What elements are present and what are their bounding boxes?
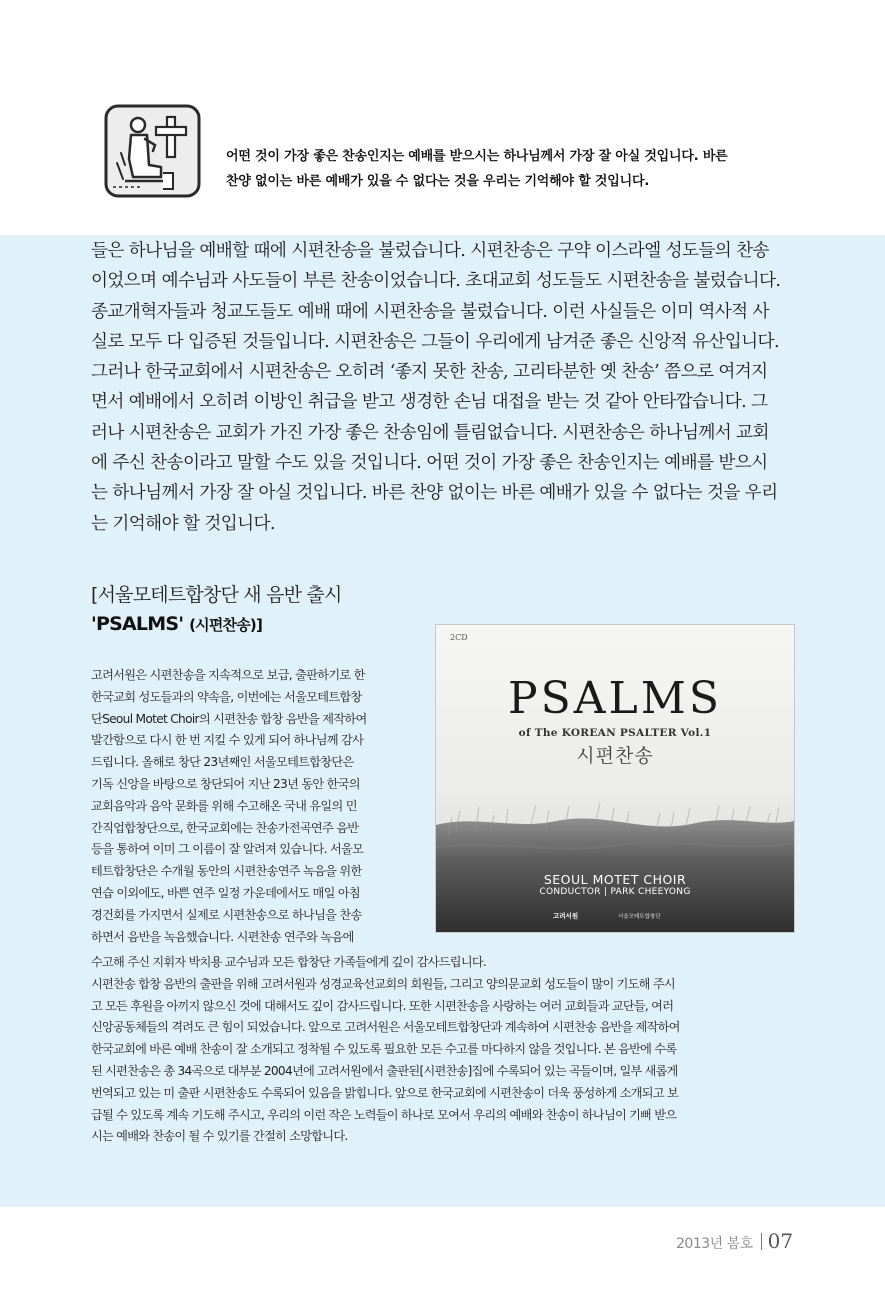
body-line: 한국교회에 바른 예배 찬송이 잘 소개되고 정착될 수 있도록 필요한 모든 수고를 마다하지 않을 것입니다. 본 음반에 수록: [91, 1042, 677, 1057]
page-number: 07: [767, 1229, 794, 1253]
album-subtitle: of The KOREAN PSALTER Vol.1: [518, 727, 712, 739]
body-line: 시는 예배와 찬송이 될 수 있기를 간절히 소망합니다.: [91, 1129, 348, 1144]
section-subtitle: [91, 609, 342, 640]
pull-quote-line: 찬양 없이는 바른 예배가 있을 수 없다는 것을 우리는 기억해야 할 것입니다.: [226, 174, 650, 189]
album-title: PSALMS: [508, 673, 722, 724]
page-footer: [676, 1229, 793, 1253]
body-line: 고려서원은 시편찬송을 지속적으로 보급, 출판하기로 한: [91, 668, 365, 682]
body-line: 등을 통하여 이미 그 이름이 잘 알려져 있습니다. 서울모: [91, 842, 364, 857]
issue-season: 2013년 봄호: [676, 1236, 753, 1252]
pull-quote: [226, 144, 806, 194]
album-conductor: CONDUCTOR | PARK CHEEYONG: [539, 887, 691, 897]
body-line: 시편찬송 합창 음반의 출판을 위해 고려서원과 성경교육선교회의 회원들, 그리고 양의문교회 성도들이 많이 기도해 주시: [91, 976, 675, 991]
section-heading: [91, 582, 342, 640]
article-body-full: [91, 952, 799, 1148]
album-korean-title: 시편찬송: [576, 745, 654, 767]
top-header-area: [0, 0, 885, 235]
body-line: 발간함으로 다시 한 번 지킬 수 있게 되어 하나님께 감사: [91, 733, 364, 748]
body-line: 단Seoul Motet Choir의 시편찬송 합창 음반을 제작하여: [91, 711, 367, 726]
body-line: 드립니다. 올해로 창단 23년째인 서울모테트합창단은: [91, 755, 354, 770]
paragraph-line: 그러나 한국교회에서 시편찬송은 오히려 ‘좋지 못한 찬송, 고리타분한 옛 찬송’ 쯤으로 여겨지: [91, 362, 768, 383]
body-line: 고 모든 후원을 아끼지 않으신 것에 대해서도 깊이 감사드립니다. 또한 시편찬송을 사랑하는 여러 교회들과 교단들, 여러: [91, 998, 674, 1013]
section-title: [서울모테트합창단 새 음반 출시: [91, 584, 342, 606]
album-cover-image: [435, 624, 795, 933]
body-line: 수고해 주신 지휘자 박치용 교수님과 모든 합창단 가족들에게 깊이 감사드립니다.: [91, 955, 487, 969]
body-line: 기독 신앙을 바탕으로 창단되어 지난 23년 동안 한국의: [91, 776, 360, 791]
body-line: 테트합창단은 수개월 동안의 시편찬송연주 녹음을 위한: [91, 864, 362, 879]
paragraph-line: 종교개혁자들과 청교도들도 예배 때에 시편찬송을 불렀습니다. 이런 사실들은 이미 역사적 사: [91, 301, 769, 322]
body-line: 급될 수 있도록 계속 기도해 주시고, 우리의 이런 작은 노력들이 하나로 모여서 우리의 예배와 찬송이 하나님이 기뻐 받으: [91, 1107, 677, 1122]
body-line: 하면서 음반을 녹음했습니다. 시편찬송 연주와 녹음에: [91, 929, 354, 944]
body-line: 교회음악과 음악 문화를 위해 수고해온 국내 유일의 민: [91, 798, 357, 813]
album-publisher: 고려서원: [553, 912, 579, 920]
paragraph-line: 러나 시편찬송은 교회가 가진 가장 좋은 찬송임에 틀림없습니다. 시편찬송은 하나님께서 교회: [91, 422, 769, 443]
album-publisher-sub: 서울모테트합창단: [618, 914, 661, 920]
body-line: 간직업합창단으로, 한국교회에는 찬송가전곡연주 음반: [91, 820, 359, 835]
album-choir-name: SEOUL MOTET CHOIR: [543, 872, 687, 887]
footer-divider: [761, 1233, 762, 1250]
article-body-left: [91, 665, 421, 948]
paragraph-line: 는 기억해야 할 것입니다.: [91, 513, 275, 534]
paragraph-line: 에 주신 찬송이라고 말할 수도 있을 것입니다. 어떤 것이 가장 좋은 찬송인지는 예배를 받으시: [91, 453, 768, 474]
body-line: 신앙공동체들의 격려도 큰 힘이 되었습니다. 앞으로 고려서원은 서울모테트합창단과 계속하여 시편찬송 음반을 제작하여: [91, 1020, 680, 1035]
praying-person-cross-icon: [103, 103, 202, 199]
paragraph-line: 실로 모두 다 입증된 것들입니다. 시편찬송은 그들이 우리에게 남겨준 좋은 신앙적 유산입니다.: [91, 331, 779, 352]
body-line: 한국교회 성도들과의 약속을, 이번에는 서울모테트합창: [91, 689, 362, 704]
body-line: 번역되고 있는 미 출판 시편찬송도 수록되어 있음을 밝힙니다. 앞으로 한국교회에 시편찬송이 더욱 풍성하게 소개되고 보: [91, 1085, 678, 1100]
body-line: 된 시편찬송은 총 34곡으로 대부분 2004년에 고려서원에서 출판된[시편찬송]집에 수록되어 있는 곡들이며, 일부 새롭게: [91, 1063, 678, 1078]
section-subtitle-small: (시편찬송)]: [189, 616, 263, 634]
paragraph-line: 면서 예배에서 오히려 이방인 취급을 받고 생경한 손님 대접을 받는 것 같아 안타깝습니다. 그: [91, 392, 768, 413]
main-paragraph: [91, 236, 807, 539]
paragraph-line: 들은 하나님을 예배할 때에 시편찬송을 불렀습니다. 시편찬송은 구약 이스라엘 성도들의 찬송: [91, 241, 769, 261]
pull-quote-line: 어떤 것이 가장 좋은 찬송인지는 예배를 받으시는 하나님께서 가장 잘 아실 것입니다. 바른: [226, 149, 728, 164]
album-badge: 2CD: [450, 633, 468, 642]
body-line: 경건회를 가지면서 실제로 시편찬송으로 하나님을 찬송: [91, 907, 362, 922]
paragraph-line: 이었으며 예수님과 사도들이 부른 찬송이었습니다. 초대교회 성도들도 시편찬송을 불렀습니다.: [91, 271, 781, 292]
body-line: 연습 이외에도, 바쁜 연주 일정 가운데에서도 매일 아침: [91, 885, 361, 900]
paragraph-line: 는 하나님께서 가장 잘 아실 것입니다. 바른 찬양 없이는 바른 예배가 있을 수 없다는 것을 우리: [91, 483, 778, 504]
section-subtitle-main: 'PSALMS': [91, 613, 184, 635]
